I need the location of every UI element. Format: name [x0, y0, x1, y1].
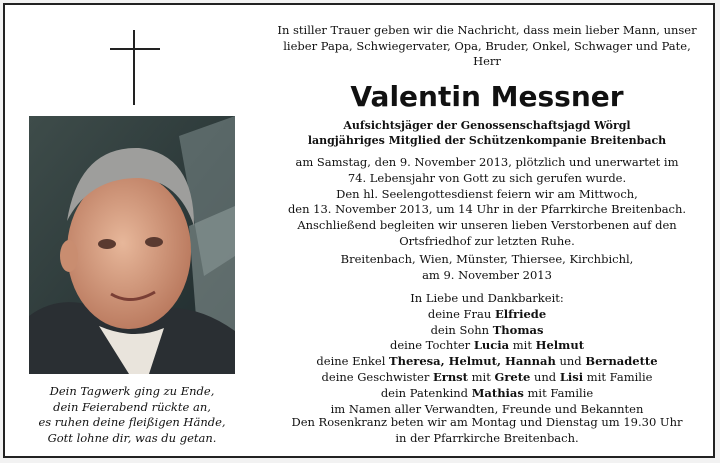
announcement-line: am Samstag, den 9. November 2013, plötzlich und unerwartet im	[295, 155, 679, 169]
announcement	[267, 155, 707, 250]
mourners-list	[267, 291, 707, 417]
mourner-others: im Namen aller Verwandten, Freunde und Bekannten	[330, 401, 644, 416]
poem-line: Gott lohne dir, was du getan.	[47, 430, 217, 445]
announcement-line: 74. Lebensjahr von Gott zu sich gerufen wurde.	[347, 170, 627, 185]
intro-line: In stiller Trauer geben wir die Nachricht, dass mein lieber Mann, unser	[277, 23, 697, 37]
mourner-godchild: dein Patenkind Mathias mit Familie	[380, 385, 594, 400]
announcement-line: den 13. November 2013, um 14 Uhr in der Pfarrkirche Breitenbach.	[287, 202, 687, 217]
announcement-line: Den hl. Seelengottesdienst feiern wir am Mittwoch,	[336, 186, 638, 201]
intro-text	[267, 23, 707, 70]
mourner-grandchildren: deine Enkel Theresa, Helmut, Hannah und Bernadette	[316, 354, 658, 369]
role-line: langjähriges Mitglied der Schützenkompanie Breitenbach	[307, 134, 667, 147]
roles	[267, 118, 707, 148]
rosary-line: Den Rosenkranz beten wir am Montag und Dienstag um 19.30 Uhr	[291, 415, 683, 429]
announcement-line: Ortsfriedhof zur letzten Ruhe.	[399, 233, 575, 248]
place-date	[267, 252, 707, 284]
place-line: Breitenbach, Wien, Münster, Thiersee, Kirchbichl,	[340, 252, 634, 266]
poem-line: es ruhen deine fleißigen Hände,	[38, 415, 226, 429]
mourner-daughter: deine Tochter Lucia mit Helmut	[389, 338, 585, 353]
poem-line: dein Feierabend rückte an,	[53, 399, 211, 414]
mourners-heading: In Liebe und Dankbarkeit:	[410, 291, 564, 305]
deceased-name: Valentin Messner	[350, 80, 624, 113]
obituary-card	[3, 3, 715, 458]
portrait-photo	[29, 116, 235, 374]
role-line: Aufsichtsjäger der Genossenschaftsjagd Wörgl	[343, 119, 631, 132]
mourner-son: dein Sohn Thomas	[430, 322, 544, 337]
intro-line: lieber Papa, Schwiegervater, Opa, Bruder, Onkel, Schwager und Pate,	[283, 38, 691, 53]
mourner-siblings: deine Geschwister Ernst mit Grete und Lisi mit Familie	[321, 369, 653, 384]
mourner-wife: deine Frau Elfriede	[427, 306, 547, 321]
intro-line: Herr	[473, 54, 501, 68]
announcement-line: Anschließend begleiten wir unseren lieben Verstorbenen auf den	[297, 218, 677, 233]
cross-icon	[110, 30, 160, 105]
date-line: am 9. November 2013	[422, 267, 552, 282]
poem-line: Dein Tagwerk ging zu Ende,	[49, 384, 215, 398]
rosary-line: in der Pfarrkirche Breitenbach.	[395, 430, 579, 445]
rosary-notice	[267, 415, 707, 447]
poem	[21, 384, 243, 446]
